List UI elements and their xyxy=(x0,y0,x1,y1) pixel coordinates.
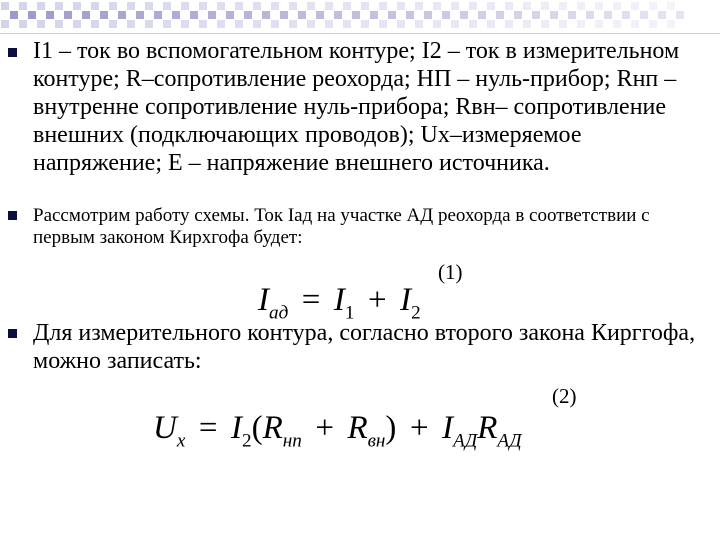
checker-square xyxy=(352,11,360,19)
checker-square xyxy=(37,2,45,10)
checker-square xyxy=(73,2,81,10)
checker-square xyxy=(235,20,243,28)
checker-square xyxy=(343,2,351,10)
checker-square xyxy=(136,11,144,19)
formula-subscript: АД xyxy=(453,430,478,452)
checker-square xyxy=(109,20,117,28)
formula-symbol: U xyxy=(153,410,177,446)
checker-square xyxy=(325,20,333,28)
checker-square xyxy=(379,20,387,28)
checker-square xyxy=(523,20,531,28)
checker-square xyxy=(334,11,342,19)
formula-2 xyxy=(153,410,522,453)
checker-square xyxy=(199,20,207,28)
checker-square xyxy=(91,2,99,10)
checker-square xyxy=(181,20,189,28)
equation-number-1: (1) xyxy=(438,260,463,284)
checker-square xyxy=(1,20,9,28)
checker-square xyxy=(523,2,531,10)
checker-square xyxy=(559,2,567,10)
equation-number-2: (2) xyxy=(552,384,577,408)
checker-square xyxy=(55,20,63,28)
formula-operator: + xyxy=(409,410,429,446)
formula-subscript: 2 xyxy=(242,430,252,452)
formula-symbol: I xyxy=(400,282,412,318)
checker-square xyxy=(478,11,486,19)
formula-symbol: R xyxy=(262,410,283,446)
checker-square xyxy=(307,2,315,10)
checker-square xyxy=(361,2,369,10)
paragraph-kirchhoff-first: Рассмотрим работу схемы. Ток Iад на участке АД реохорда в соответствии с первым законом Кирхгофа будет: xyxy=(33,205,650,248)
checker-square xyxy=(469,2,477,10)
checker-square xyxy=(604,11,612,19)
checker-square xyxy=(514,11,522,19)
checker-square xyxy=(10,11,18,19)
checker-square xyxy=(127,20,135,28)
formula-paren: ( xyxy=(251,410,263,446)
checker-square xyxy=(496,11,504,19)
checker-square xyxy=(154,11,162,19)
formula-subscript: нп xyxy=(282,430,302,452)
header-divider xyxy=(0,33,720,34)
checker-square xyxy=(307,20,315,28)
checker-square xyxy=(190,11,198,19)
checker-square xyxy=(28,11,36,19)
checker-square xyxy=(370,11,378,19)
checker-square xyxy=(289,20,297,28)
checker-square xyxy=(64,11,72,19)
checker-square xyxy=(640,11,648,19)
checker-square xyxy=(649,20,657,28)
formula-operator: + xyxy=(367,282,387,318)
checker-square xyxy=(253,20,261,28)
checker-square xyxy=(181,2,189,10)
checker-square xyxy=(460,11,468,19)
checker-square xyxy=(199,2,207,10)
checker-square xyxy=(55,2,63,10)
checker-square xyxy=(172,11,180,19)
checker-square xyxy=(253,2,261,10)
checker-square xyxy=(613,20,621,28)
checker-square xyxy=(226,11,234,19)
checker-square xyxy=(73,20,81,28)
checker-square xyxy=(217,2,225,10)
bullet-marker xyxy=(8,329,17,338)
checker-square xyxy=(442,11,450,19)
checker-square xyxy=(280,11,288,19)
checker-square xyxy=(451,20,459,28)
checker-square xyxy=(406,11,414,19)
checker-square xyxy=(469,20,477,28)
checker-square xyxy=(667,20,675,28)
checker-square xyxy=(298,11,306,19)
checker-square xyxy=(532,11,540,19)
checker-square xyxy=(433,20,441,28)
checker-square xyxy=(163,20,171,28)
checker-square xyxy=(1,2,9,10)
checker-square xyxy=(379,2,387,10)
checker-square xyxy=(424,11,432,19)
bullet-marker xyxy=(8,211,17,220)
formula-subscript: ад xyxy=(269,302,289,324)
formula-symbol: I xyxy=(231,410,242,446)
decorative-checker-bar xyxy=(0,0,720,36)
checker-square xyxy=(127,2,135,10)
checker-square xyxy=(145,20,153,28)
formula-symbol: I xyxy=(258,282,269,318)
checker-square xyxy=(100,11,108,19)
checker-square xyxy=(397,2,405,10)
checker-square xyxy=(217,20,225,28)
checker-square xyxy=(271,2,279,10)
formula-symbol: R xyxy=(347,410,368,446)
formula-operator: = xyxy=(198,410,218,446)
paragraph-definitions: I1 – ток во вспомогательном контуре; I2 – ток в измерительном контуре; R–сопротивление реохорда; НП – нуль-прибор; Rнп – внутренне сопротивление нуль-прибора; Rвн– сопротивление внешних (подключающих проводов); Ux–измеряемое напряжение; E – напряжение внешнего источника. xyxy=(33,38,680,176)
formula-symbol: R xyxy=(477,410,498,446)
formula-subscript: x xyxy=(176,430,186,452)
formula-subscript: 2 xyxy=(411,302,421,324)
formula-subscript: вн xyxy=(367,430,386,452)
checker-square xyxy=(577,20,585,28)
checker-square xyxy=(361,20,369,28)
checker-square xyxy=(271,20,279,28)
checker-square xyxy=(631,2,639,10)
checker-square xyxy=(289,2,297,10)
paragraph-kirchhoff-second: Для измерительного контура, согласно второго закона Кирггофа, можно записать: xyxy=(33,320,696,374)
checker-square xyxy=(487,2,495,10)
checker-square xyxy=(631,20,639,28)
formula-symbol: I xyxy=(333,282,345,318)
checker-square xyxy=(505,2,513,10)
checker-square xyxy=(559,20,567,28)
bullet-marker xyxy=(8,48,17,57)
checker-square xyxy=(577,2,585,10)
checker-square xyxy=(568,11,576,19)
checker-square xyxy=(91,20,99,28)
checker-square xyxy=(343,20,351,28)
checker-square xyxy=(505,20,513,28)
formula-operator: = xyxy=(301,282,321,318)
checker-square xyxy=(550,11,558,19)
checker-square xyxy=(19,2,27,10)
checker-square xyxy=(208,11,216,19)
formula-operator: + xyxy=(315,410,334,446)
formula-subscript: 1 xyxy=(344,302,355,324)
checker-square xyxy=(235,2,243,10)
checker-square xyxy=(433,2,441,10)
checker-square xyxy=(613,2,621,10)
checker-square xyxy=(622,11,630,19)
checker-square xyxy=(37,20,45,28)
checker-square xyxy=(316,11,324,19)
checker-square xyxy=(388,11,396,19)
checker-square xyxy=(262,11,270,19)
checker-square xyxy=(244,11,252,19)
checker-square xyxy=(487,20,495,28)
checker-square xyxy=(118,11,126,19)
checker-square xyxy=(82,11,90,19)
checker-square xyxy=(451,2,459,10)
formula-symbol: I xyxy=(442,410,454,446)
checker-square xyxy=(163,2,171,10)
checker-square xyxy=(658,11,666,19)
checker-square xyxy=(46,11,54,19)
checker-square xyxy=(541,20,549,28)
checker-square xyxy=(676,11,684,19)
checker-square xyxy=(325,2,333,10)
checker-square xyxy=(541,2,549,10)
checker-square xyxy=(19,20,27,28)
checker-square xyxy=(145,2,153,10)
checker-square xyxy=(397,20,405,28)
formula-subscript: АД xyxy=(497,430,522,452)
checker-square xyxy=(595,20,603,28)
checker-square xyxy=(667,2,675,10)
checker-square xyxy=(595,2,603,10)
checker-square xyxy=(649,2,657,10)
formula-paren: ) xyxy=(385,410,397,446)
checker-square xyxy=(415,2,423,10)
checker-square xyxy=(109,2,117,10)
checker-square xyxy=(586,11,594,19)
checker-square xyxy=(415,20,423,28)
